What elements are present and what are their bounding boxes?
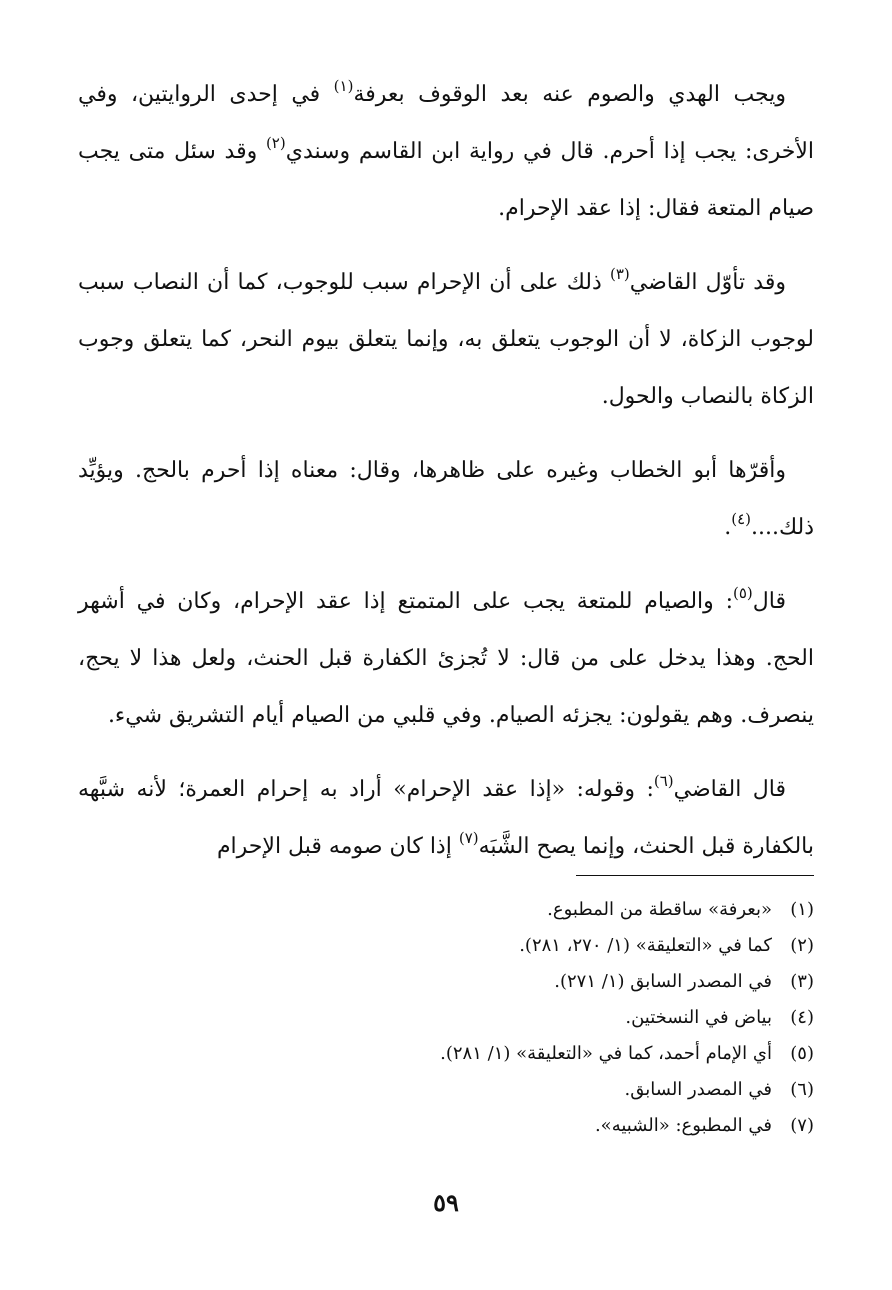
footnote-number: (٤): [790, 1007, 814, 1028]
footnote-text: كما في «التعليقة» (١/ ٢٧٠، ٢٨١).: [519, 935, 772, 956]
footnote-item: [78, 1036, 814, 1072]
footnote-ref: (٦): [653, 772, 674, 790]
paragraph-text: وقد سئل متى يجب صيام المتعة فقال: إذا عقد الإحرام.: [78, 139, 814, 221]
footnote-ref: (٤): [731, 510, 751, 528]
paragraph-text: ذلك على أن الإحرام سبب للوجوب، كما أن النصاب سبب لوجوب الزكاة، لا أن الوجوب يتعلق به، وإنما يتعلق بيوم النحر، كما يتعلق وجوب الزكاة بالنصاب والحول.: [78, 270, 814, 409]
footnote-ref: (٥): [733, 584, 753, 602]
footnote-number: (١): [790, 899, 814, 920]
footnote-item: [78, 1072, 814, 1108]
paragraph: [78, 66, 814, 237]
footnote-text: في المصدر السابق.: [624, 1079, 772, 1100]
paragraph: [78, 442, 814, 556]
footnote-number: (٢): [790, 935, 814, 956]
paragraph-text: وأقرّها أبو الخطاب وغيره على ظاهرها، وقال: معناه إذا أحرم بالحج. ويؤيِّد ذلك....: [78, 458, 814, 540]
paragraph: [78, 761, 814, 875]
footnotes-list: [78, 892, 814, 1144]
footnote-ref: (٧): [458, 829, 479, 847]
page-number: ٥٩: [433, 1188, 459, 1217]
paragraph: [78, 573, 814, 744]
footnote-text: في المصدر السابق (١/ ٢٧١).: [554, 971, 772, 992]
paragraph-text: .: [724, 515, 732, 540]
paragraph: [78, 254, 814, 425]
footnote-item: [78, 1108, 814, 1144]
main-text: [78, 66, 814, 892]
footnote-item: [78, 1000, 814, 1036]
footnote-ref: (١): [333, 77, 354, 95]
paragraph-text: قال القاضي: [673, 777, 786, 802]
paragraph-text: قال: [752, 589, 786, 614]
paragraph-text: : والصيام للمتعة يجب على المتمتع إذا عقد الإحرام، وكان في أشهر الحج. وهذا يدخل على من قال: لا تُجزئ الكفارة قبل الحنث، ولعل هذا لا يحج، ينصرف. وهم يقولون: يجزئه الصيام. وفي قلبي من الصيام أيام التشريق شيء.: [78, 589, 814, 728]
paragraph-text: إذا كان صومه قبل الإحرام: [216, 834, 459, 859]
paragraph-text: وقد تأوّل القاضي: [629, 270, 786, 295]
footnote-item: [78, 964, 814, 1000]
footnote-text: أي الإمام أحمد، كما في «التعليقة» (١/ ٢٨١).: [440, 1043, 772, 1064]
footnote-item: [78, 892, 814, 928]
footnote-number: (٥): [790, 1043, 814, 1064]
footnote-item: [78, 928, 814, 964]
footnote-ref: (٢): [265, 134, 286, 152]
paragraph-text: في إحدى الروايتين، وفي الأخرى: يجب إذا أحرم. قال في رواية ابن القاسم وسندي: [78, 82, 814, 164]
footnote-number: (٦): [790, 1079, 814, 1100]
footnote-number: (٣): [790, 971, 814, 992]
paragraph-text: ويجب الهدي والصوم عنه بعد الوقوف بعرفة: [353, 82, 786, 107]
footnote-text: بياض في النسختين.: [625, 1007, 772, 1028]
footnote-text: «بعرفة» ساقطة من المطبوع.: [547, 899, 772, 920]
paragraph-text: : وقوله: «إذا عقد الإحرام» أراد به إحرام العمرة؛ لأنه شبَّهه بالكفارة قبل الحنث، وإنما يصح الشَّبَه: [78, 777, 814, 859]
footnote-ref: (٣): [609, 265, 630, 283]
footnote-number: (٧): [790, 1115, 814, 1136]
footnote-separator: [576, 875, 814, 876]
footnote-text: في المطبوع: «الشبيه».: [594, 1115, 772, 1136]
